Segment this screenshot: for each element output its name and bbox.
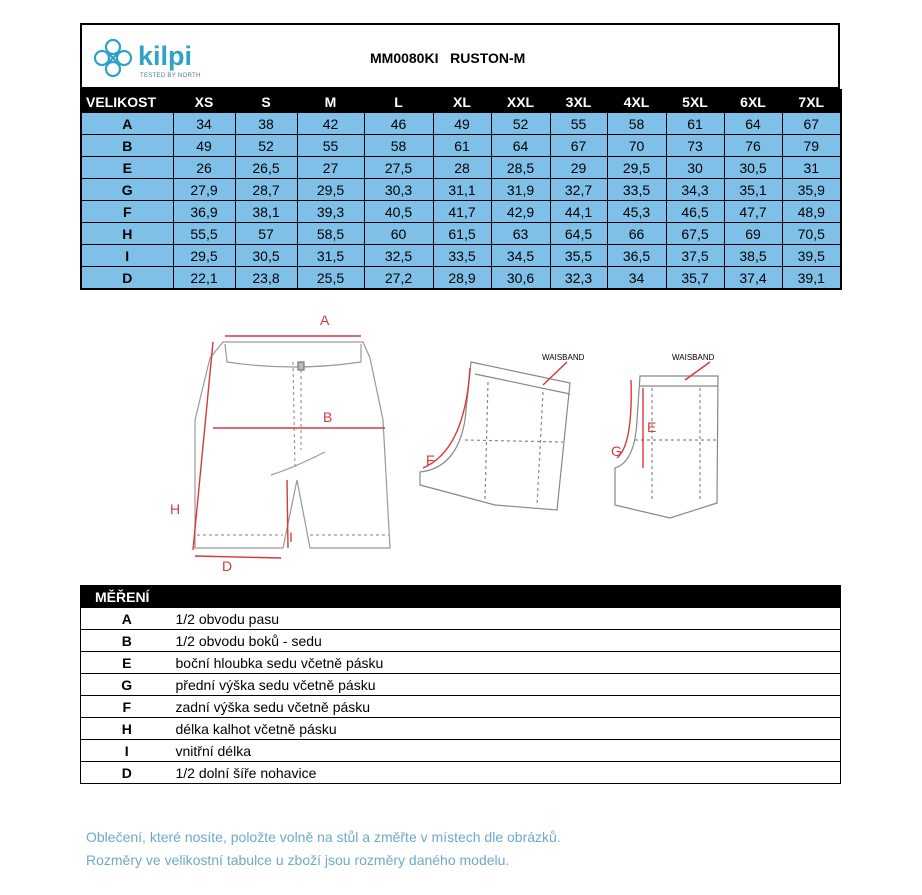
size-cell: 55 xyxy=(550,113,607,135)
size-cell: 58,5 xyxy=(297,223,364,245)
size-cell: 34 xyxy=(607,267,666,290)
size-cell: 76 xyxy=(724,135,782,157)
size-cell: 57 xyxy=(235,223,297,245)
brand-logo xyxy=(92,35,207,81)
measurement-key: D xyxy=(81,762,173,784)
size-cell: 64 xyxy=(724,113,782,135)
measurement-row-b xyxy=(81,630,841,652)
measurement-key: F xyxy=(81,696,173,718)
size-label: VELIKOST xyxy=(81,90,173,113)
size-cell: 55,5 xyxy=(173,223,235,245)
size-cell: 36,9 xyxy=(173,201,235,223)
size-cell: 39,1 xyxy=(782,267,841,290)
size-cell: 28,7 xyxy=(235,179,297,201)
size-cell: 31,1 xyxy=(433,179,491,201)
size-cell: 30,5 xyxy=(235,245,297,267)
waistband-label-side: WAISBAND xyxy=(672,353,715,362)
size-cell: 45,3 xyxy=(607,201,666,223)
measurement-key: E xyxy=(81,652,173,674)
size-row-a xyxy=(81,113,841,135)
header-box xyxy=(80,23,840,89)
size-row-b xyxy=(81,135,841,157)
size-cell: 61 xyxy=(666,113,724,135)
measurement-row-d xyxy=(81,762,841,784)
size-cell: 31,5 xyxy=(297,245,364,267)
size-cell: 38,1 xyxy=(235,201,297,223)
size-cell: 33,5 xyxy=(607,179,666,201)
measurement-row-g xyxy=(81,674,841,696)
size-cell: 38,5 xyxy=(724,245,782,267)
size-column-s: S xyxy=(235,90,297,113)
size-cell: 28,9 xyxy=(433,267,491,290)
size-cell: 35,7 xyxy=(666,267,724,290)
measurement-key: I xyxy=(81,740,173,762)
measure-key: G xyxy=(81,179,173,201)
size-row-i xyxy=(81,245,841,267)
size-cell: 30,5 xyxy=(724,157,782,179)
size-cell: 29,5 xyxy=(173,245,235,267)
size-cell: 73 xyxy=(666,135,724,157)
measurement-row-h xyxy=(81,718,841,740)
measurement-title: MĚŘENÍ xyxy=(81,586,841,608)
size-row-e xyxy=(81,157,841,179)
measurement-description: zadní výška sedu včetně pásku xyxy=(173,696,841,718)
size-cell: 22,1 xyxy=(173,267,235,290)
measurement-description: 1/2 obvodu boků - sedu xyxy=(173,630,841,652)
size-cell: 29,5 xyxy=(297,179,364,201)
measurement-row-f xyxy=(81,696,841,718)
size-cell: 37,4 xyxy=(724,267,782,290)
size-cell: 27,5 xyxy=(364,157,433,179)
size-cell: 31,9 xyxy=(491,179,550,201)
size-cell: 35,9 xyxy=(782,179,841,201)
size-cell: 70 xyxy=(607,135,666,157)
size-cell: 25,5 xyxy=(297,267,364,290)
size-cell: 35,1 xyxy=(724,179,782,201)
size-cell: 27,9 xyxy=(173,179,235,201)
brand-name: kilpi xyxy=(138,41,193,71)
size-cell: 44,1 xyxy=(550,201,607,223)
measurement-key: H xyxy=(81,718,173,740)
size-cell: 41,7 xyxy=(433,201,491,223)
size-column-xxl: XXL xyxy=(491,90,550,113)
size-cell: 46,5 xyxy=(666,201,724,223)
size-column-xs: XS xyxy=(173,90,235,113)
measure-key: I xyxy=(81,245,173,267)
measurement-description: 1/2 dolní šíře nohavice xyxy=(173,762,841,784)
size-cell: 42,9 xyxy=(491,201,550,223)
size-cell: 61 xyxy=(433,135,491,157)
size-cell: 29 xyxy=(550,157,607,179)
label-A: A xyxy=(320,312,330,328)
size-cell: 52 xyxy=(235,135,297,157)
measure-key: B xyxy=(81,135,173,157)
size-cell: 33,5 xyxy=(433,245,491,267)
label-B: B xyxy=(323,409,333,425)
measurement-table xyxy=(80,585,841,784)
size-cell: 48,9 xyxy=(782,201,841,223)
size-cell: 35,5 xyxy=(550,245,607,267)
measurement-description: boční hloubka sedu včetně pásku xyxy=(173,652,841,674)
measure-key: E xyxy=(81,157,173,179)
size-cell: 55 xyxy=(297,135,364,157)
waistband-label-back: WAISBAND xyxy=(542,353,585,362)
size-cell: 49 xyxy=(433,113,491,135)
size-cell: 26 xyxy=(173,157,235,179)
measurement-row-i xyxy=(81,740,841,762)
shorts-front-drawing xyxy=(195,342,390,548)
shorts-side-drawing xyxy=(615,376,718,518)
measure-key: D xyxy=(81,267,173,290)
size-cell: 42 xyxy=(297,113,364,135)
label-H: H xyxy=(170,501,181,517)
celtic-knot-icon xyxy=(92,37,134,79)
size-cell: 40,5 xyxy=(364,201,433,223)
instruction-note-1: Oblečení, které nosíte, položte volně na stůl a změřte v místech dle obrázků. xyxy=(86,829,561,845)
measurement-key: A xyxy=(81,608,173,630)
measurement-row-a xyxy=(81,608,841,630)
size-row-f xyxy=(81,201,841,223)
size-cell: 64 xyxy=(491,135,550,157)
size-cell: 32,7 xyxy=(550,179,607,201)
size-row-h xyxy=(81,223,841,245)
measurement-description: vnitřní délka xyxy=(173,740,841,762)
size-cell: 31 xyxy=(782,157,841,179)
size-cell: 64,5 xyxy=(550,223,607,245)
measurement-description: přední výška sedu včetně pásku xyxy=(173,674,841,696)
size-cell: 34,5 xyxy=(491,245,550,267)
size-cell: 26,5 xyxy=(235,157,297,179)
size-cell: 27,2 xyxy=(364,267,433,290)
size-cell: 32,5 xyxy=(364,245,433,267)
label-D: D xyxy=(222,558,233,574)
size-cell: 28 xyxy=(433,157,491,179)
size-cell: 30,6 xyxy=(491,267,550,290)
size-column-3xl: 3XL xyxy=(550,90,607,113)
size-cell: 63 xyxy=(491,223,550,245)
size-cell: 58 xyxy=(364,135,433,157)
size-cell: 39,3 xyxy=(297,201,364,223)
size-cell: 67 xyxy=(550,135,607,157)
size-cell: 23,8 xyxy=(235,267,297,290)
measurement-key: B xyxy=(81,630,173,652)
size-cell: 36,5 xyxy=(607,245,666,267)
size-cell: 30,3 xyxy=(364,179,433,201)
size-cell: 66 xyxy=(607,223,666,245)
measurement-key: G xyxy=(81,674,173,696)
size-cell: 60 xyxy=(364,223,433,245)
size-cell: 27 xyxy=(297,157,364,179)
label-F: F xyxy=(426,452,435,468)
size-cell: 79 xyxy=(782,135,841,157)
size-cell: 70,5 xyxy=(782,223,841,245)
size-cell: 67,5 xyxy=(666,223,724,245)
brand-tagline: TESTED BY NORTH xyxy=(140,73,201,79)
size-cell: 61,5 xyxy=(433,223,491,245)
size-cell: 52 xyxy=(491,113,550,135)
measure-key: H xyxy=(81,223,173,245)
size-cell: 39,5 xyxy=(782,245,841,267)
size-cell: 32,3 xyxy=(550,267,607,290)
size-column-l: L xyxy=(364,90,433,113)
size-cell: 38 xyxy=(235,113,297,135)
measure-key: A xyxy=(81,113,173,135)
size-cell: 28,5 xyxy=(491,157,550,179)
measurement-header-row xyxy=(81,586,841,608)
size-column-7xl: 7XL xyxy=(782,90,841,113)
label-I: I xyxy=(289,529,293,545)
label-E: E xyxy=(647,419,657,435)
size-column-m: M xyxy=(297,90,364,113)
product-title: MM0080KI RUSTON-M xyxy=(370,50,526,66)
size-cell: 49 xyxy=(173,135,235,157)
measurement-row-e xyxy=(81,652,841,674)
size-column-4xl: 4XL xyxy=(607,90,666,113)
instruction-note-2: Rozměry ve velikostní tabulce u zboží jsou rozměry daného modelu. xyxy=(86,852,510,868)
size-cell: 46 xyxy=(364,113,433,135)
label-G: G xyxy=(611,443,622,459)
size-column-5xl: 5XL xyxy=(666,90,724,113)
size-cell: 30 xyxy=(666,157,724,179)
shorts-back-drawing xyxy=(420,362,570,510)
measurement-description: délka kalhot včetně pásku xyxy=(173,718,841,740)
size-row-g xyxy=(81,179,841,201)
size-header-row xyxy=(81,90,841,113)
size-row-d xyxy=(81,267,841,290)
size-column-xl: XL xyxy=(433,90,491,113)
measure-key: F xyxy=(81,201,173,223)
measurement-diagram xyxy=(165,300,745,585)
size-cell: 69 xyxy=(724,223,782,245)
size-cell: 37,5 xyxy=(666,245,724,267)
size-table xyxy=(80,89,842,290)
size-cell: 34,3 xyxy=(666,179,724,201)
size-cell: 67 xyxy=(782,113,841,135)
measurement-description: 1/2 obvodu pasu xyxy=(173,608,841,630)
size-cell: 58 xyxy=(607,113,666,135)
size-column-6xl: 6XL xyxy=(724,90,782,113)
size-cell: 34 xyxy=(173,113,235,135)
size-cell: 29,5 xyxy=(607,157,666,179)
size-cell: 47,7 xyxy=(724,201,782,223)
